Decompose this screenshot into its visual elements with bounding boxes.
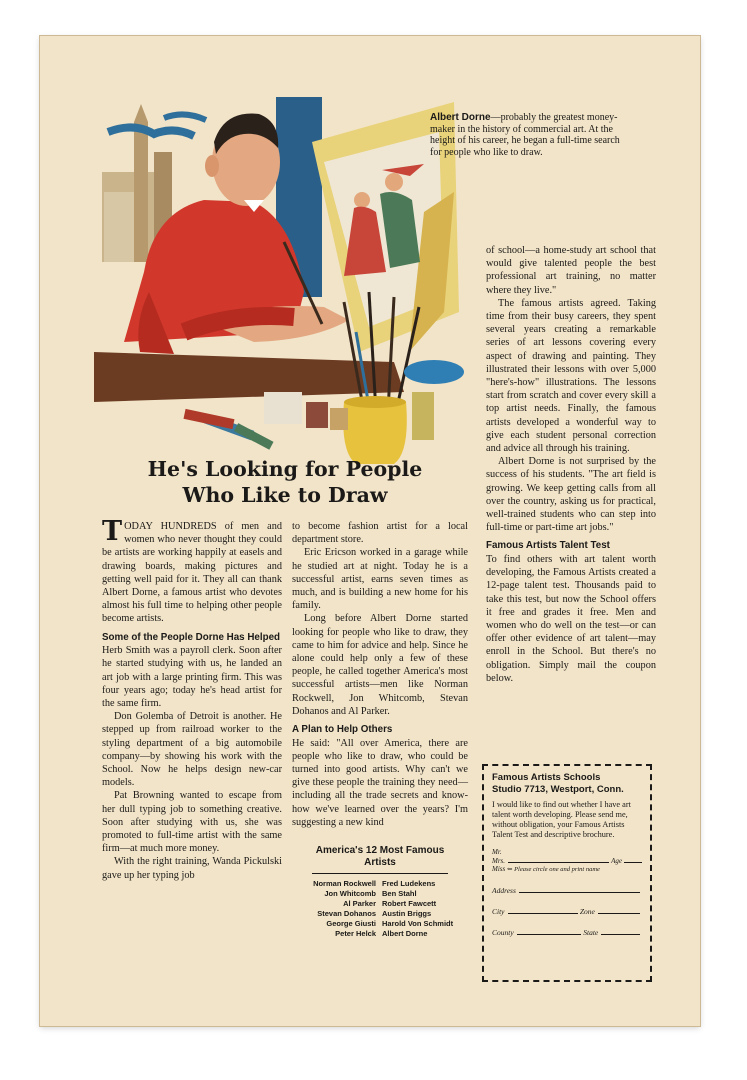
circle-note-text: Please circle one and print name bbox=[514, 866, 600, 873]
article-column-1 bbox=[102, 516, 282, 882]
label-county: County bbox=[492, 928, 514, 937]
artist-name: Norman Rockwell bbox=[313, 878, 376, 888]
paragraph: of school—a home-study art school that would give talented people the best professional art training, no matter where they live." bbox=[486, 245, 656, 296]
label-miss: Miss bbox=[492, 865, 506, 873]
artists-title: America's 12 Most Famous Artists bbox=[315, 844, 445, 868]
headline-line-1: He's Looking for People bbox=[147, 457, 423, 481]
coupon-text: I would like to find out whether I have art talent worth developing. Please send me, without obligation, your Famous Artists Talent Test and descriptive brochure. bbox=[492, 800, 631, 839]
name-field-group bbox=[492, 848, 642, 874]
coupon-title: Famous Artists Schools bbox=[492, 772, 601, 783]
paragraph: Herb Smith was a payroll clerk. Soon after he started studying with us, he landed an art job with a large printing firm. This was four years ago; today he's head artist for the same firm. bbox=[102, 645, 282, 709]
label-age: Age bbox=[611, 857, 622, 865]
coupon-address-line: Studio 7713, Westport, Conn. bbox=[492, 784, 624, 795]
artist-name: Albert Dorne bbox=[382, 928, 428, 938]
paragraph: Don Golemba of Detroit is another. He stepped up from railroad worker to the styling department of a big automobile company—by showing his work with the School. Now he helps design new-car models. bbox=[102, 711, 282, 789]
name-input-line[interactable] bbox=[508, 856, 609, 863]
paragraph: He said: "All over America, there are people who like to draw, who could be turned into good artists. Why can't we give these people the training they need—including all the trade secrets and know-how we've learned over the years? I'm suggesting a new kind bbox=[292, 737, 468, 828]
artist-name: Harold Von Schmidt bbox=[382, 918, 454, 928]
address-field[interactable] bbox=[492, 884, 642, 895]
headline bbox=[100, 456, 470, 508]
photo-caption bbox=[430, 112, 630, 158]
label-address: Address bbox=[492, 886, 516, 895]
intro-text: of men and women who never thought they could be artists are working happily at easels and drawing boards, making pictures and getting well paid for it. They all can thank Albert Dorne, a famous artist who devotes almost his full time to helping other people become artists. bbox=[102, 521, 282, 625]
intro-smallcaps: ODAY HUNDREDS bbox=[124, 521, 217, 532]
artist-name: Jon Whitcomb bbox=[324, 888, 376, 898]
artist-name: Peter Helck bbox=[335, 928, 376, 938]
age-input-line[interactable] bbox=[624, 856, 642, 863]
caption-name: Albert Dorne bbox=[430, 112, 491, 123]
artist-name: Al Parker bbox=[343, 898, 376, 908]
label-mr: Mr. bbox=[492, 848, 502, 856]
state-input-line[interactable] bbox=[601, 926, 640, 935]
label-mrs: Mrs. bbox=[492, 857, 506, 865]
label-zone: Zone bbox=[579, 907, 595, 916]
paragraph: To find others with art talent worth developing, the Famous Artists created a 12-page talent test. Thousands paid to take this test, but now the School offers it free and grades it free. Men and women who do well on the test—or can offer other evidence of art talent—may enroll in the School. But there's no obligation. Simply mail the coupon below. bbox=[486, 553, 656, 684]
paragraph: With the right training, Wanda Pickulski gave up her typing job bbox=[102, 856, 282, 881]
headline-line-2: Who Like to Draw bbox=[182, 483, 388, 507]
circle-note: ⇐ Please circle one and print name bbox=[506, 866, 600, 873]
magazine-page bbox=[40, 36, 700, 1026]
paragraph: to become fashion artist for a local department store. bbox=[292, 521, 468, 546]
paragraph: The famous artists agreed. Taking time from their busy careers, they spent several years creating a remarkable series of art lessons covering every aspect of drawing and painting. They illustrated their lessons with over 5,000 "here's-how" illustrations. The lessons start from scratch and cover every skill a top artist needs. Finally, the famous artists developed a wonderful way to give each student personal correction and advice all through his training. bbox=[486, 297, 656, 455]
subheading-talent-test: Famous Artists Talent Test bbox=[486, 540, 610, 552]
artist-name: Fred Ludekens bbox=[382, 878, 436, 888]
paragraph: Pat Browning wanted to escape from her dull typing job to something creative. Soon after studying with us, she was promoted to full-time artist with the same firm—at much more money. bbox=[102, 790, 282, 855]
artists-list bbox=[292, 879, 468, 939]
caption-text: —probably the greatest money-maker in the history of commercial art. At the height of his career, he began a full-time search for people who like to draw. bbox=[430, 112, 620, 158]
artist-name: Ben Stahl bbox=[382, 888, 417, 898]
artists-divider bbox=[312, 873, 448, 874]
article-column-2 bbox=[292, 520, 468, 939]
city-input-line[interactable] bbox=[508, 905, 578, 914]
paragraph: Eric Ericson worked in a garage while he studied art at night. Today he is a successful artist, earns seven times as much, and is building a new home for his family. bbox=[292, 547, 468, 612]
subheading-plan: A Plan to Help Others bbox=[292, 724, 393, 736]
artist-name: Austin Briggs bbox=[382, 908, 432, 918]
county-state-field[interactable] bbox=[492, 926, 642, 937]
mail-coupon[interactable] bbox=[482, 764, 652, 982]
article-column-3 bbox=[486, 244, 656, 685]
paragraph: Albert Dorne is not surprised by the success of his students. "The art field is growing. We keep getting calls from all over the country, asking us for practical, well-trained students who can step into full-time or part-time art jobs." bbox=[486, 456, 656, 534]
drop-cap: T bbox=[102, 516, 123, 547]
paragraph: Long before Albert Dorne started looking for people who like to draw, they came to him for advice and help. Since he alone could help only a few of these people, he called together America's most successful artists—men like Norman Rockwell, Jon Whitcomb, Stevan Dohanos and Al Parker. bbox=[292, 613, 468, 717]
intro-paragraph bbox=[102, 516, 282, 626]
zone-input-line[interactable] bbox=[598, 905, 640, 914]
albert-dorne-illustration bbox=[94, 92, 466, 492]
label-city: City bbox=[492, 907, 505, 916]
city-zone-field[interactable] bbox=[492, 905, 642, 916]
label-state: State bbox=[583, 928, 599, 937]
subheading-people-helped: Some of the People Dorne Has Helped bbox=[102, 631, 281, 643]
artist-name: George Giusti bbox=[326, 918, 376, 928]
county-input-line[interactable] bbox=[517, 926, 582, 935]
address-input-line[interactable] bbox=[519, 884, 640, 893]
artist-name: Robert Fawcett bbox=[382, 898, 437, 908]
artist-name: Stevan Dohanos bbox=[317, 908, 376, 918]
